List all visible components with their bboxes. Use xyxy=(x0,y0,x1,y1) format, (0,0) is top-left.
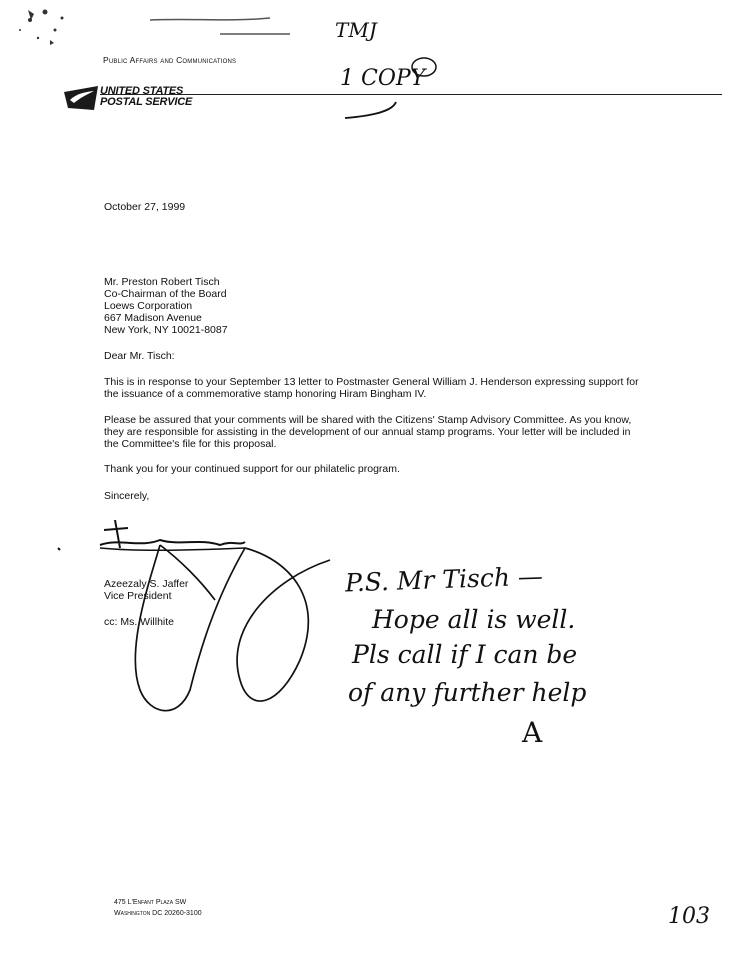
recipient-street: 667 Madison Avenue xyxy=(104,312,202,324)
closing: Sincerely, xyxy=(104,490,150,502)
org-line-2: POSTAL SERVICE xyxy=(100,96,193,108)
top-underline xyxy=(345,102,396,118)
top-scribble xyxy=(150,18,290,34)
footer-line-2: Washington DC 20260-3100 xyxy=(114,910,202,917)
body-paragraph-1: This is in response to your September 13 letter to Postmaster General William J. Henderson expressing support for the issuance of a commemorative stamp honoring Hiram Bingham IV. xyxy=(104,376,639,400)
recipient-title: Co-Chairman of the Board xyxy=(104,288,227,300)
scan-smudge xyxy=(19,10,64,46)
recipient-name: Mr. Preston Robert Tisch xyxy=(104,276,220,288)
handwritten-copy-note: 1 COPY xyxy=(340,66,426,91)
handwritten-line-2: Pls call if I can be xyxy=(352,640,578,669)
handwritten-line-1: Hope all is well. xyxy=(372,605,576,634)
handwritten-initial: A xyxy=(522,716,543,749)
department-line: Public Affairs and Communications xyxy=(103,55,237,65)
org-line-1: UNITED STATES xyxy=(100,85,184,97)
handwritten-top-note: TMJ xyxy=(335,18,377,42)
footer-line-1: 475 L'Enfant Plaza SW xyxy=(114,899,187,906)
page-number: 103 xyxy=(668,904,710,929)
recipient-company: Loews Corporation xyxy=(104,300,193,312)
handwritten-ps: P.S. Mr Tisch — xyxy=(344,561,544,598)
salutation: Dear Mr. Tisch: xyxy=(104,350,175,362)
cc-line: cc: Ms. Willhite xyxy=(104,616,175,628)
signature-loops xyxy=(135,545,330,711)
recipient-city: New York, NY 10021-8087 xyxy=(104,324,228,336)
signer-title: Vice President xyxy=(104,590,172,602)
signature xyxy=(100,520,245,548)
signer-name: Azeezaly S. Jaffer xyxy=(104,578,189,590)
handwritten-line-3: of any further help xyxy=(348,678,587,707)
letter-date: October 27, 1999 xyxy=(104,201,186,213)
body-paragraph-2: Please be assured that your comments will be shared with the Citizens' Stamp Advisory Committee. As you know, they are responsible for assisting in the development of our annual stamp programs. Your letter will be included in the Committee's file for this proposal. xyxy=(104,414,632,450)
body-paragraph-3: Thank you for your continued support for our philatelic program. xyxy=(104,463,400,475)
